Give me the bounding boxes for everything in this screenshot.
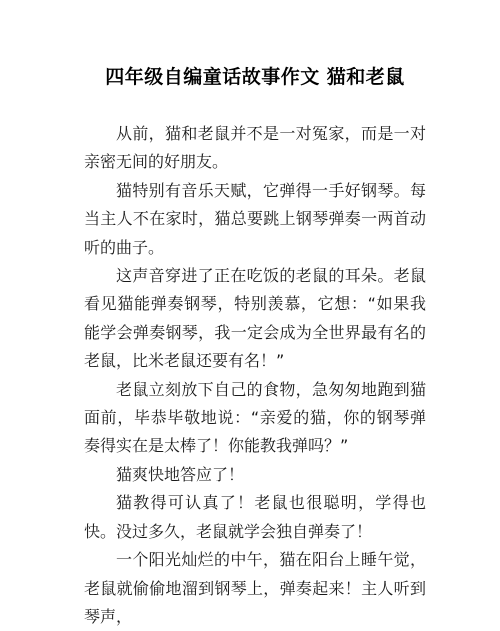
paragraph-1: 从前，猫和老鼠并不是一对冤家，而是一对亲密无间的好朋友。 bbox=[84, 124, 426, 172]
paragraph-7: 一个阳光灿烂的中午，猫在阳台上睡午觉，老鼠就偷偷地溜到钢琴上，弹奏起来！主人听到琴声， bbox=[84, 550, 426, 626]
article-body bbox=[84, 120, 426, 631]
paragraph-3: 这声音穿进了正在吃饭的老鼠的耳朵。老鼠看见猫能弹奏钢琴，特别羡慕，它想：“如果我能学会弹奏钢琴，我一定会成为全世界最有名的老鼠，比米老鼠还要有名！” bbox=[84, 266, 426, 371]
paragraph-6: 猫教得可认真了！老鼠也很聪明，学得也快。没过多久，老鼠就学会独自弹奏了！ bbox=[84, 493, 426, 541]
article-title: 四年级自编童话故事作文 猫和老鼠 bbox=[105, 66, 405, 88]
paragraph-5: 猫爽快地答应了！ bbox=[116, 464, 245, 484]
paragraph-4: 老鼠立刻放下自己的食物，急匆匆地跑到猫面前，毕恭毕敬地说：“亲爱的猫，你的钢琴弹奏得实在是太棒了！你能教我弹吗？” bbox=[84, 379, 426, 456]
paragraph-2: 猫特别有音乐天赋，它弹得一手好钢琴。每当主人不在家时，猫总要跳上钢琴弹奏一两首动听的曲子。 bbox=[84, 180, 426, 257]
